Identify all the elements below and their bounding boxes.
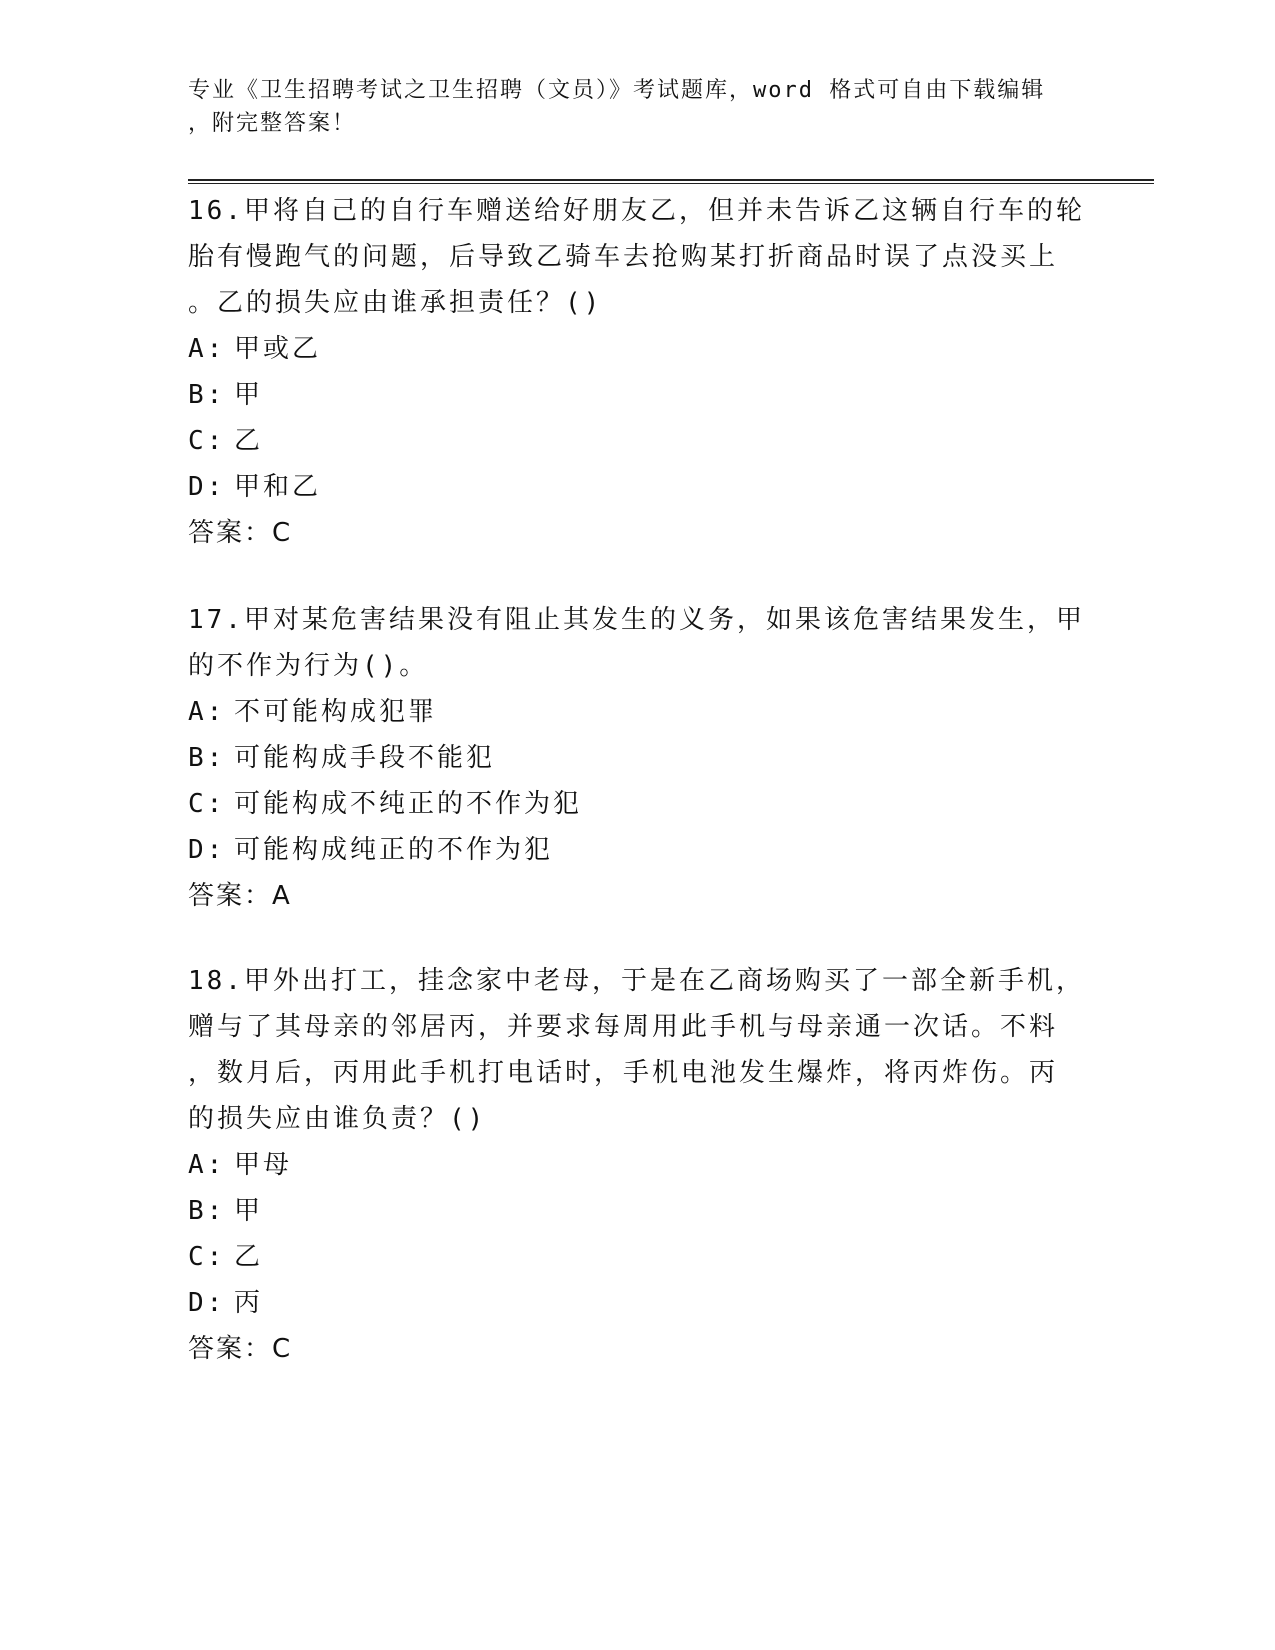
option-d xyxy=(188,1280,1088,1326)
question-text-line: 17.甲对某危害结果没有阻止其发生的义务，如果该危害结果发生，甲 xyxy=(188,605,1085,635)
option-letter: A: xyxy=(188,697,226,727)
option-a xyxy=(188,326,1088,372)
option-text: 丙 xyxy=(234,1288,264,1318)
header-divider-thin xyxy=(188,183,1154,184)
answer: 答案：C xyxy=(188,518,293,548)
question-text-line: ，数月后，丙用此手机打电话时，手机电池发生爆炸，将丙炸伤。丙 xyxy=(188,1058,1059,1088)
option-letter: B: xyxy=(188,1196,226,1226)
option-a xyxy=(188,1142,1088,1188)
option-a xyxy=(188,689,1088,735)
option-letter: D: xyxy=(188,835,226,865)
option-letter: B: xyxy=(188,380,226,410)
option-c xyxy=(188,418,1088,464)
option-text: 甲 xyxy=(234,380,264,410)
option-text: 可能构成纯正的不作为犯 xyxy=(234,835,554,865)
header-divider-thick xyxy=(188,179,1154,181)
document-header xyxy=(188,74,1068,140)
question-text-line: 赠与了其母亲的邻居丙，并要求每周用此手机与母亲通一次话。不料 xyxy=(188,1012,1059,1042)
option-d xyxy=(188,464,1088,510)
option-text: 甲 xyxy=(234,1196,264,1226)
question-text-line: 胎有慢跑气的问题，后导致乙骑车去抢购某打折商品时误了点没买上 xyxy=(188,242,1059,272)
question-18 xyxy=(188,958,1088,1372)
question-16 xyxy=(188,188,1088,556)
option-text: 可能构成不纯正的不作为犯 xyxy=(234,789,583,819)
option-letter: B: xyxy=(188,743,226,773)
answer: 答案：A xyxy=(188,881,292,911)
option-letter: A: xyxy=(188,334,226,364)
option-d xyxy=(188,827,1088,873)
option-letter: C: xyxy=(188,1242,226,1272)
answer: 答案：C xyxy=(188,1334,293,1364)
question-text-line: 16.甲将自己的自行车赠送给好朋友乙，但并未告诉乙这辆自行车的轮 xyxy=(188,196,1085,226)
option-text: 乙 xyxy=(234,1242,264,1272)
option-letter: D: xyxy=(188,472,226,502)
option-text: 甲或乙 xyxy=(234,334,322,364)
option-b xyxy=(188,1188,1088,1234)
question-17 xyxy=(188,597,1088,919)
option-text: 甲母 xyxy=(234,1150,293,1180)
option-text: 可能构成手段不能犯 xyxy=(234,743,496,773)
question-text-line: 的不作为行为()。 xyxy=(188,651,429,681)
option-b xyxy=(188,372,1088,418)
option-letter: C: xyxy=(188,426,226,456)
option-c xyxy=(188,1234,1088,1280)
option-text: 乙 xyxy=(234,426,264,456)
option-text: 不可能构成犯罪 xyxy=(234,697,438,727)
question-text-line: 的损失应由谁负责？() xyxy=(188,1104,487,1134)
option-b xyxy=(188,735,1088,781)
header-line-1: 专业《卫生招聘考试之卫生招聘（文员）》考试题库，word 格式可自由下载编辑 xyxy=(188,78,1046,103)
option-letter: D: xyxy=(188,1288,226,1318)
option-letter: C: xyxy=(188,789,226,819)
option-letter: A: xyxy=(188,1150,226,1180)
option-c xyxy=(188,781,1088,827)
question-text-line: 18.甲外出打工，挂念家中老母，于是在乙商场购买了一部全新手机， xyxy=(188,966,1085,996)
question-text-line: 。乙的损失应由谁承担责任？() xyxy=(188,288,603,318)
header-line-2: ，附完整答案！ xyxy=(188,111,357,136)
option-text: 甲和乙 xyxy=(234,472,322,502)
